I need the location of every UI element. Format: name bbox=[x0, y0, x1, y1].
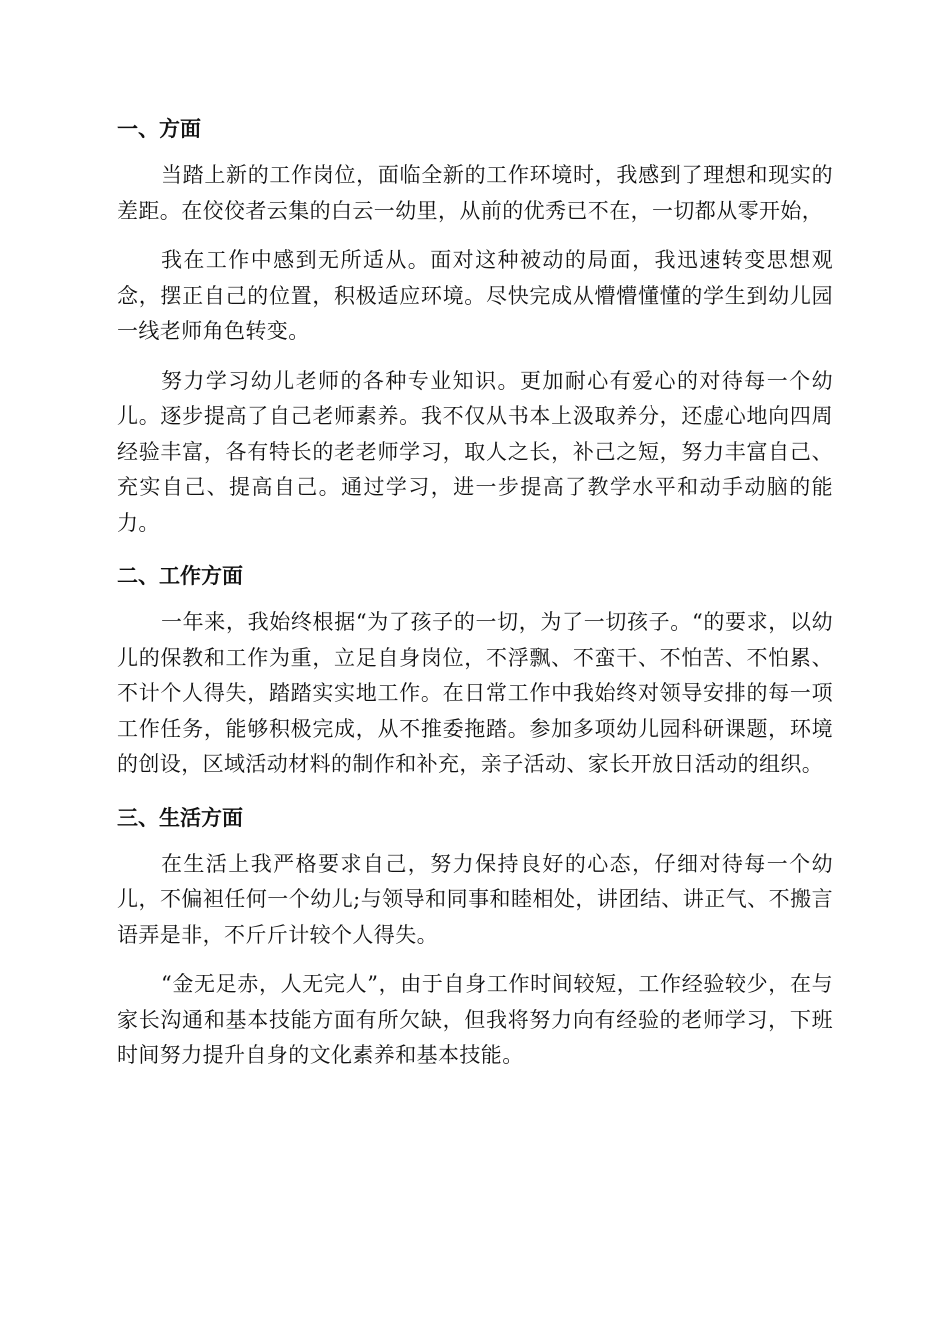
section-3-paragraph-2: “金无足赤，人无完人”，由于自身工作时间较短，工作经验较少，在与家长沟通和基本技能方面有所欠缺，但我将努力向有经验的老师学习，下班时间努力提升自身的文化素养和基本技能。 bbox=[117, 972, 833, 1067]
section-1-paragraph-1: 当踏上新的工作岗位，面临全新的工作环境时，我感到了理想和现实的差距。在佼佼者云集的白云一幼里，从前的优秀已不在，一切都从零开始， bbox=[117, 163, 833, 223]
section-2-paragraph-1: 一年来，我始终根据“为了孩子的一切，为了一切孩子。“的要求，以幼儿的保教和工作为重，立足自身岗位，不浮飘、不蛮干、不怕苦、不怕累、不计个人得失，踏踏实实地工作。在日常工作中我始终对领导安排的每一项工作任务，能够积极完成，从不推委拖踏。参加多项幼儿园科研课题，环境的创设，区域活动材料的制作和补充，亲子活动、家长开放日活动的组织。 bbox=[117, 610, 833, 776]
section-heading-1: 一、方面 bbox=[117, 117, 201, 141]
section-heading-3: 三、生活方面 bbox=[117, 805, 243, 830]
document-page bbox=[117, 108, 833, 1088]
section-heading-2: 二、工作方面 bbox=[117, 564, 243, 588]
section-1-paragraph-3: 努力学习幼儿老师的各种专业知识。更加耐心有爱心的对待每一个幼儿。逐步提高了自己老师素养。我不仅从书本上汲取养分，还虚心地向四周经验丰富，各有特长的老老师学习，取人之长，补己之短，努力丰富自己、充实自己、提高自己。通过学习，进一步提高了教学水平和动手动脑的能力。 bbox=[117, 368, 833, 535]
section-1-paragraph-2: 我在工作中感到无所适从。面对这种被动的局面，我迅速转变思想观念，摆正自己的位置，积极适应环境。尽快完成从懵懵懂懂的学生到幼儿园一线老师角色转变。 bbox=[117, 248, 833, 343]
section-3-paragraph-1: 在生活上我严格要求自己，努力保持良好的心态，仔细对待每一个幼儿，不偏袒任何一个幼儿;与领导和同事和睦相处，讲团结、讲正气、不搬言语弄是非，不斤斤计较个人得失。 bbox=[117, 851, 833, 947]
